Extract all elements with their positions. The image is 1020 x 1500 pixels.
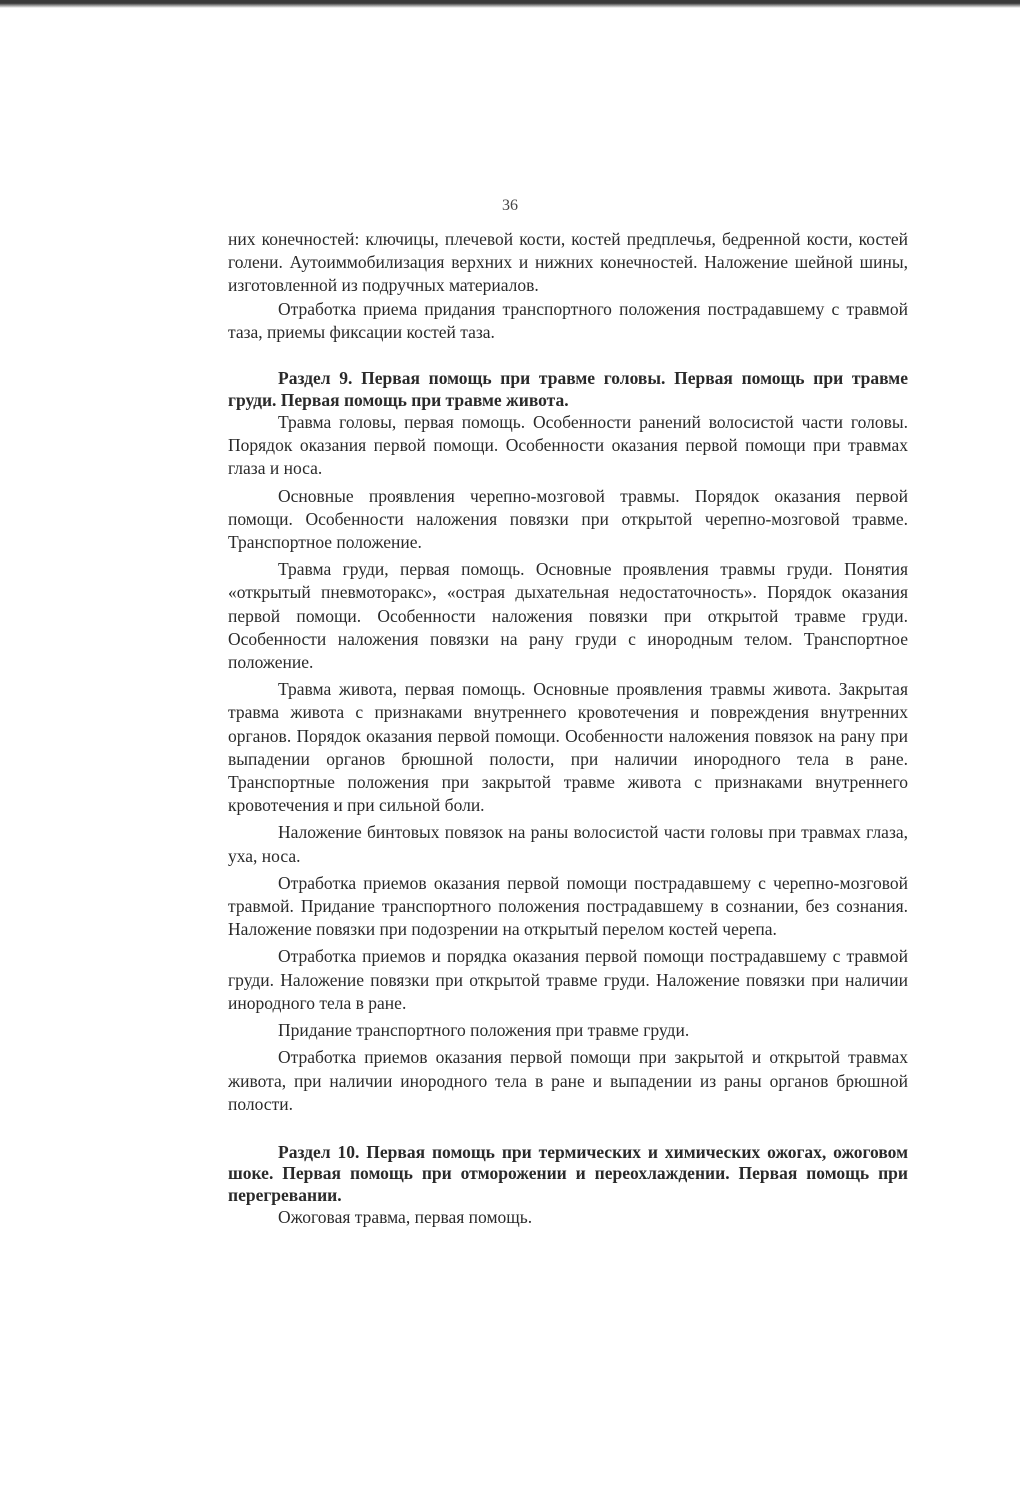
paragraph: Ожоговая травма, первая помощь. <box>278 1207 533 1228</box>
page-number: 36 <box>502 197 518 214</box>
paragraph-continuation: них конечностей: ключицы, плечевой кости, костей предплечья, бедренной кости, костей голени. Аутоиммобилизация верхних и нижних конечностей. Наложение шейной шины, изготовленной из подручных материалов. <box>228 229 908 296</box>
paragraph: Наложение бинтовых повязок на раны волосистой части головы при травмах глаза, уха, носа. <box>228 822 908 866</box>
paragraph: Отработка приема придания транспортного положения пострадавшему с травмой таза, приемы фиксации костей таза. <box>228 298 908 342</box>
scan-edge <box>0 0 1020 8</box>
section-heading-10: Раздел 10. Первая помощь при термических и химических ожогах, ожоговом шоке. Первая помощь при отморожении и переохлаждении. Первая помощь при перегревании. <box>228 1141 908 1205</box>
paragraph: Отработка приемов оказания первой помощи при закрытой и открытой травмах живота, при наличии инородного тела в ране и выпадении из раны органов брюшной полости. <box>228 1047 908 1114</box>
paragraph: Травма живота, первая помощь. Основные проявления травмы живота. Закрытая травма живота с признаками внутреннего кровотечения и повреждения внутренних органов. Порядок оказания первой помощи. Особенности наложения повязок на рану при выпадении органов брюшной полости, при наличии инородного тела в ране. Транспортные положения при закрытой травме живота с признаками внутреннего кровотечения и при сильной боли. <box>228 679 908 816</box>
page-body <box>228 228 908 1230</box>
paragraph: Отработка приемов оказания первой помощи пострадавшему с черепно-мозговой травмой. Придание транспортного положения пострадавшему в сознании, без сознания. Наложение повязки при подозрении на открытый перелом костей черепа. <box>228 872 908 940</box>
paragraph: Травма головы, первая помощь. Особенности ранений волосистой части головы. Порядок оказания первой помощи. Особенности оказания первой помощи при травмах глаза и носа. <box>228 412 908 479</box>
paragraph: Придание транспортного положения при травме груди. <box>278 1020 690 1041</box>
paragraph: Основные проявления черепно-мозговой травмы. Порядок оказания первой помощи. Особенности наложения повязки при открытой черепно-мозговой травме. Транспортное положение. <box>228 485 908 553</box>
paragraph: Отработка приемов и порядка оказания первой помощи пострадавшему с травмой груди. Наложение повязки при открытой травме груди. Наложение повязки при наличии инородного тела в ране. <box>228 946 908 1013</box>
section-heading-9: Раздел 9. Первая помощь при травме головы. Первая помощь при травме груди. Первая помощь при травме живота. <box>228 368 908 410</box>
paragraph: Травма груди, первая помощь. Основные проявления травмы груди. Понятия «открытый пневмоторакс», «острая дыхательная недостаточность». Порядок оказания первой помощи. Особенности наложения повязки при открытой травме груди. Особенности наложения повязки на рану груди с инородным телом. Транспортное положение. <box>228 559 908 673</box>
